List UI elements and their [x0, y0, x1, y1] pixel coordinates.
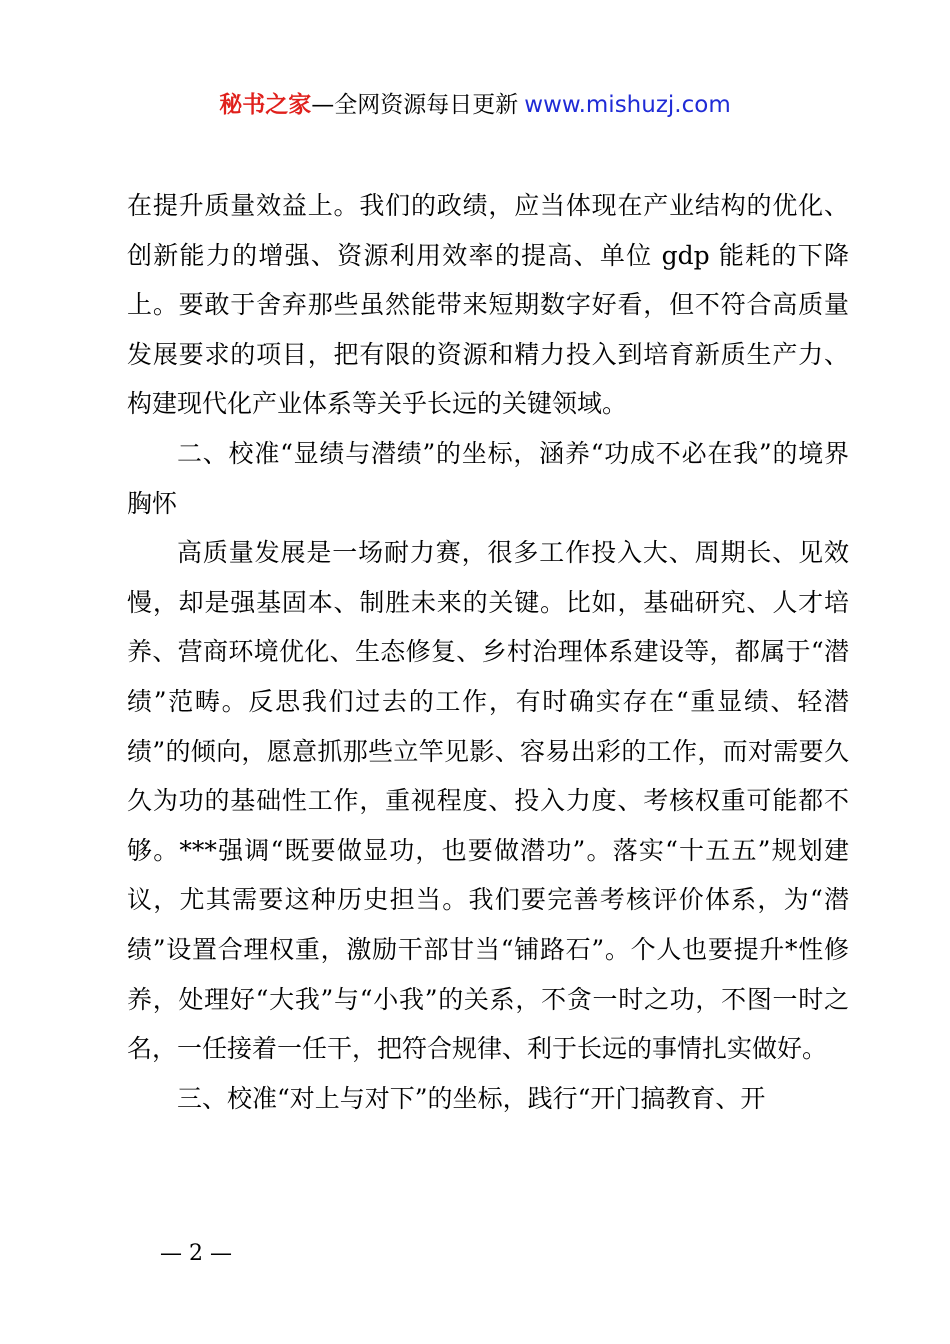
site-url-link[interactable]: www.mishuzj.com — [524, 92, 731, 118]
paragraph-continuation: 在提升质量效益上。我们的政绩，应当体现在产业结构的优化、创新能力的增强、资源利用效率的提高、单位 gdp 能耗的下降上。要敢于舍弃那些虽然能带来短期数字好看，但不符合高质量发展要求的项目，把有限的资源和精力投入到培育新质生产力、构建现代化产业体系等关乎长远的关键领域。 — [127, 191, 849, 419]
page-number: — 2 — — [160, 1241, 232, 1266]
section-heading-three: 三、校准“对上与对下”的坐标，践行“开门搞教育、开 — [177, 1083, 766, 1113]
site-header — [0, 88, 950, 122]
document-body — [127, 181, 849, 1123]
header-slogan: —全网资源每日更新 — [311, 92, 519, 118]
paragraph-body: 高质量发展是一场耐力赛，很多工作投入大、周期长、见效慢，却是强基固本、制胜未来的关键。比如，基础研究、人才培养、营商环境优化、生态修复、乡村治理体系建设等，都属于“潜绩”范畴。反思我们过去的工作，有时确实存在“重显绩、轻潜绩”的倾向，愿意抓那些立竿见影、容易出彩的工作，而对需要久久为功的基础性工作，重视程度、投入力度、考核权重可能都不够。***强调“既要做显功，也要做潜功”。落实“十五五”规划建议，尤其需要这种历史担当。我们要完善考核评价体系，为“潜绩”设置合理权重，激励干部甘当“铺路石”。个人也要提升*性修养，处理好“大我”与“小我”的关系，不贪一时之功，不图一时之名，一任接着一任干，把符合规律、利于长远的事情扎实做好。 — [127, 538, 849, 1064]
brand-name: 秘书之家 — [219, 92, 312, 118]
section-heading-two: 二、校准“显绩与潜绩”的坐标，涵养“功成不必在我”的境界胸怀 — [127, 438, 849, 518]
